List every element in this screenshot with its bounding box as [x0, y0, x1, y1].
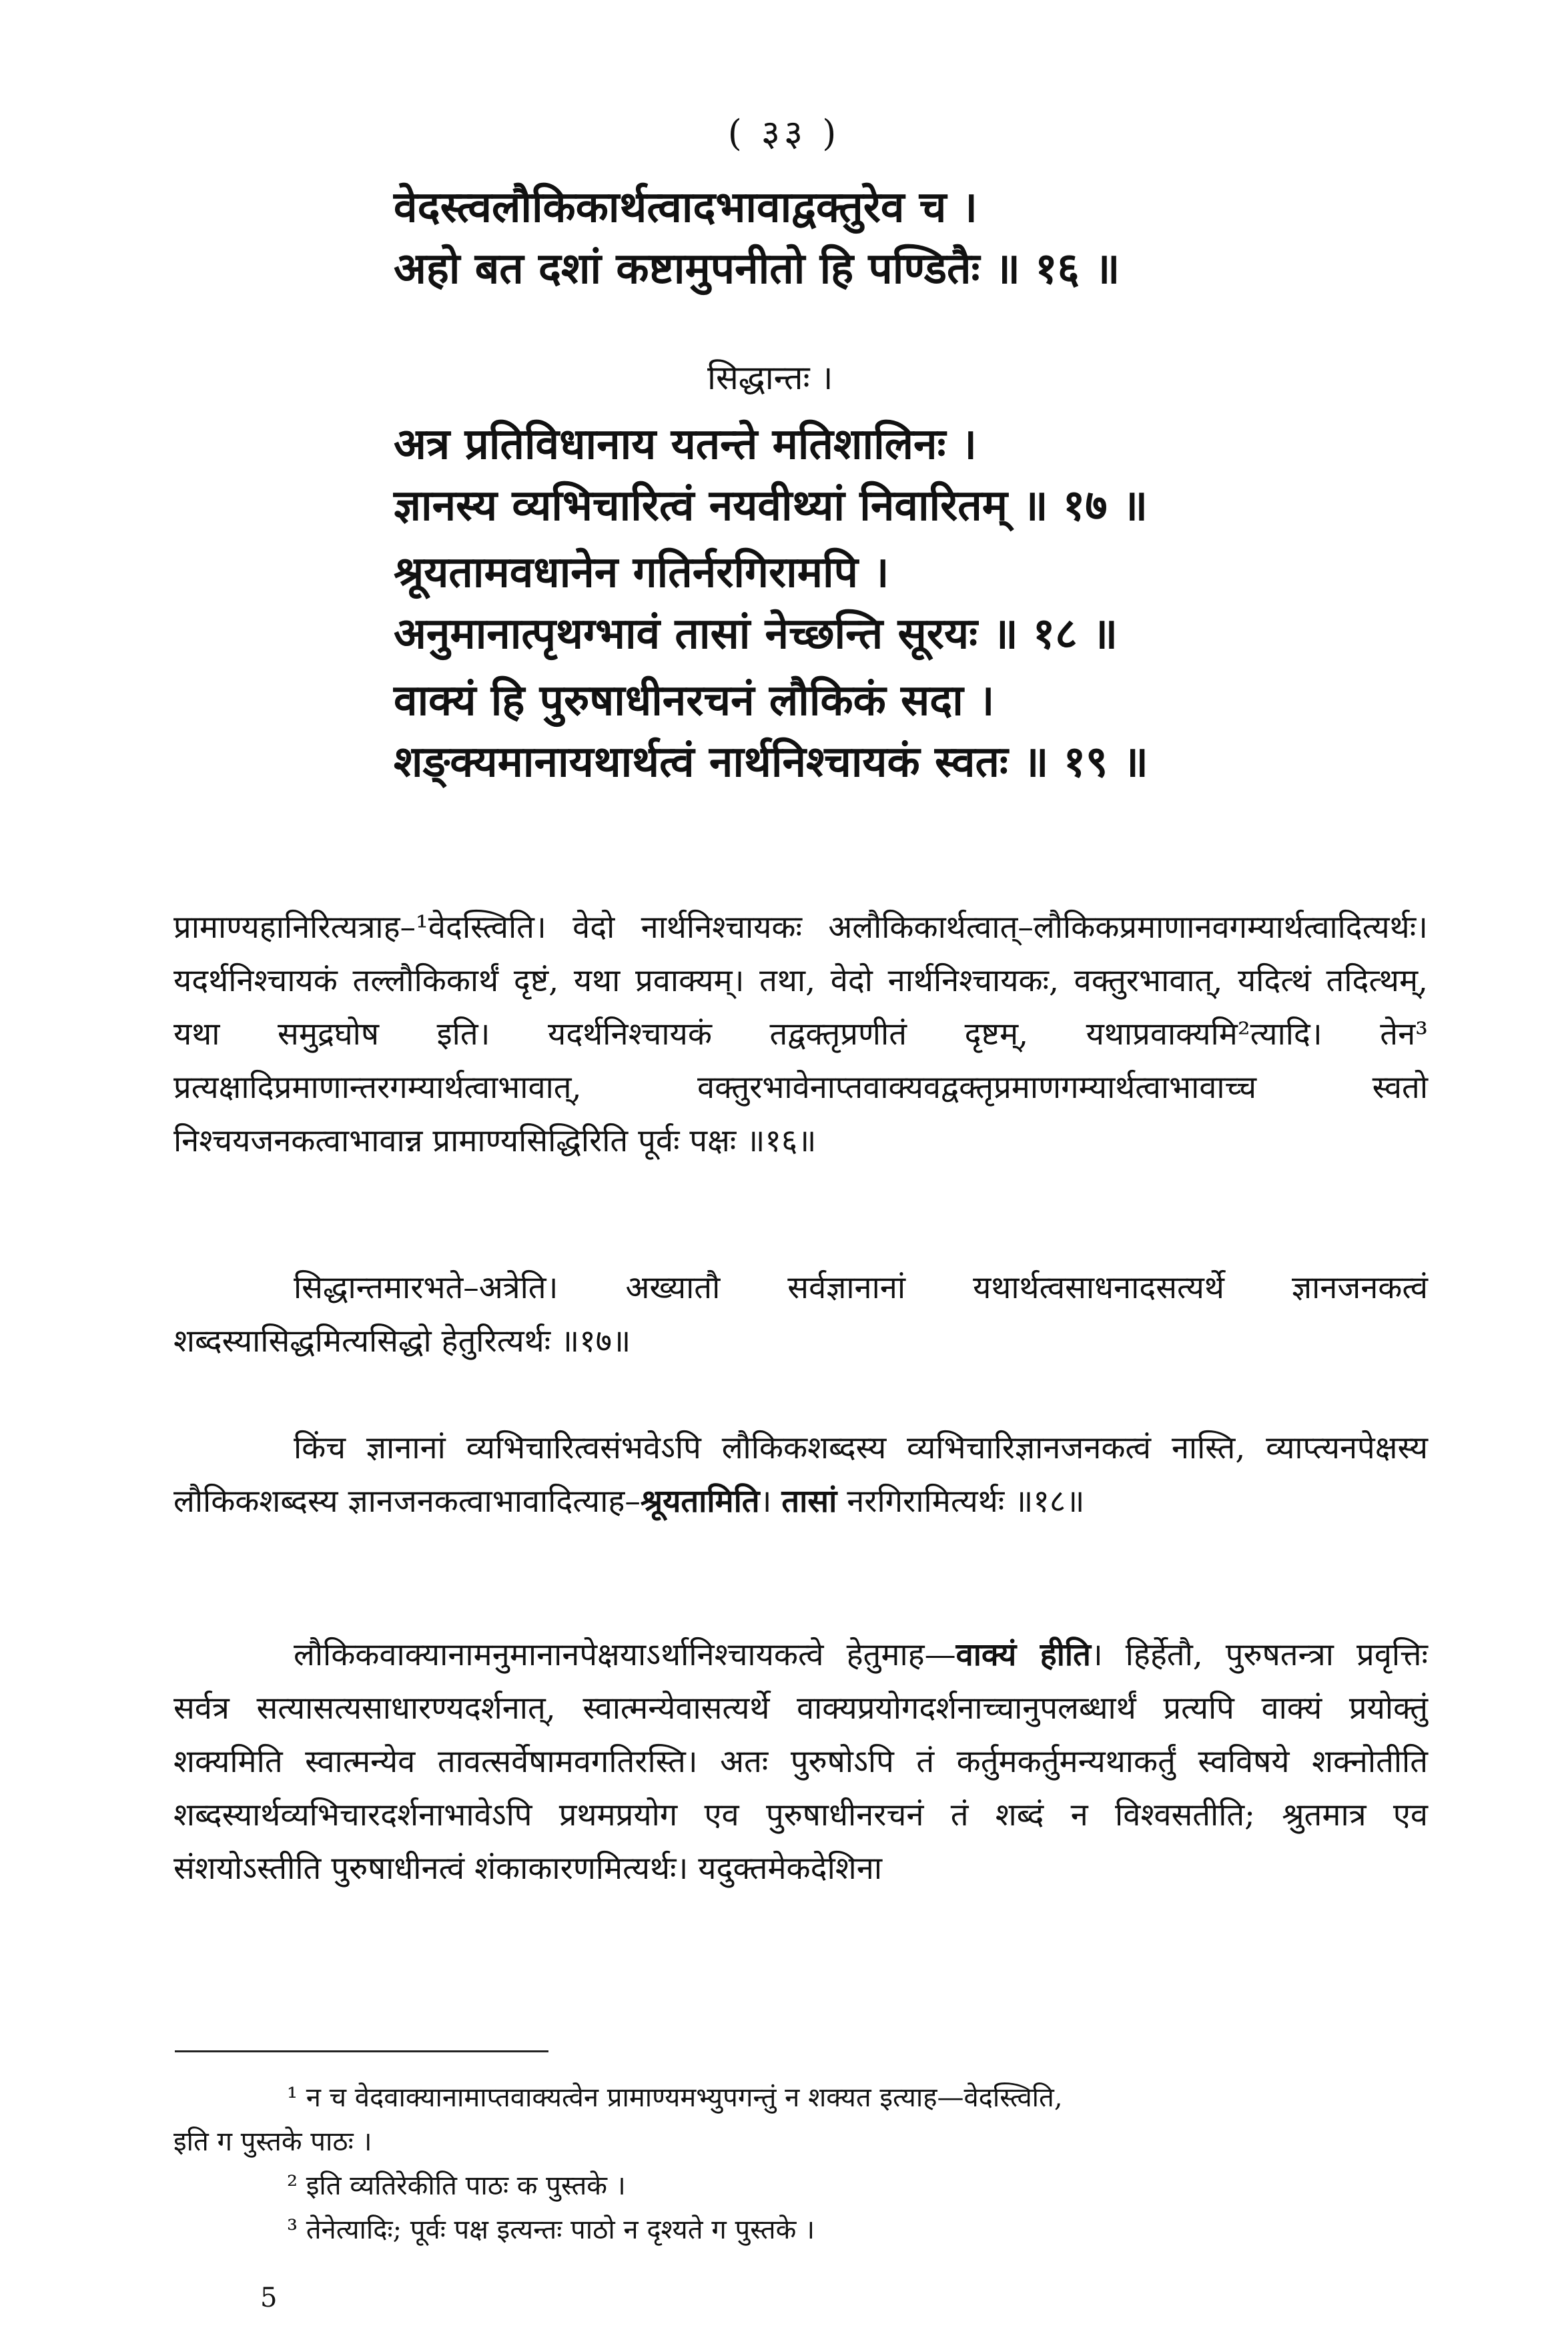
commentary-paragraph-3	[173, 1422, 1428, 1528]
verse-line: श्रूयतामवधानेन गतिर्नरगिरामपि ।	[394, 547, 889, 597]
commentary-text-part: नरगिरामित्यर्थः ॥१८॥	[837, 1483, 1085, 1520]
commentary-text-part: लौकिकवाक्यानामनुमानानपेक्षयाऽर्थानिश्चायकत्वे हेतुमाह—	[294, 1637, 956, 1673]
commentary-paragraph-2	[173, 1261, 1428, 1368]
commentary-text: प्रामाण्यहानिरित्यत्राह–¹वेदस्त्विति। वेदो नार्थनिश्चायकः अलौकिकार्थत्वात्–लौकिकप्रमाणानवगम्यार्थत्वादित्यर्थः। यदर्थनिश्चायकं तल्लौकिकार्थं दृष्टं, यथा प्रवाक्यम्। तथा, वेदो नार्थनिश्चायकः, वक्तुरभावात्, यदित्थं तदित्थम्, यथा समुद्रघोष इति। यदर्थनिश्चायकं तद्वक्तृप्रणीतं दृष्टम्, यथाप्रवाक्यमि²त्यादि। तेन³ प्रत्यक्षादिप्रमाणान्तरगम्यार्थत्वाभावात्, वक्तुरभावेनाप्तवाक्यवद्वक्तृप्रमाणगम्यार्थत्वाभावाच्च स्वतो निश्चयजनकत्वाभावान्न प्रामाण्यसिद्धिरिति पूर्वः पक्षः ॥१६॥	[173, 909, 1428, 1159]
commentary-text: सिद्धान्तमारभते–अत्रेति। अख्यातौ सर्वज्ञानानां यथार्थत्वसाधनादसत्यर्थे ज्ञानजनकत्वं शब्दस्यासिद्धमित्यसिद्धो हेतुरित्यर्थः ॥१७॥	[173, 1269, 1428, 1360]
footnote-continuation: इति ग पुस्तके पाठः ।	[173, 2126, 372, 2157]
signature-mark: 5	[260, 2283, 278, 2313]
commentary-text-part: किंच ज्ञानानां व्यभिचारित्वसंभवेऽपि लौकिकशब्दस्य व्यभिचारिज्ञानजनकत्वं नास्ति, व्याप्त्यनपेक्षस्य लौकिकशब्दस्य ज्ञानजनकत्वाभावादित्याह–	[173, 1430, 1428, 1520]
verse-block-16	[394, 177, 1395, 300]
commentary-emphasis: वाक्यं हीति	[955, 1637, 1091, 1673]
verse-line: वाक्यं हि पुरुषाधीनरचनं लौकिकं सदा ।	[394, 675, 995, 725]
verse-line: अनुमानात्पृथग्भावं तासां नेच्छन्ति सूरयः ॥ १८ ॥	[394, 609, 1118, 659]
verse-line: शङ्क्यमानायथार्थत्वं नार्थनिश्चायकं स्वतः ॥ १९ ॥	[394, 737, 1148, 787]
commentary-text-part: । हिर्हेतौ, पुरुषतन्त्रा प्रवृत्तिः सर्वत्र सत्यासत्यसाधारण्यदर्शनात्, स्वात्मन्येवासत्यर्थे वाक्यप्रयोगदर्शनाच्चानुपलब्धार्थं प्रत्यपि वाक्यं प्रयोक्तुं शक्यमिति स्वात्मन्येव तावत्सर्वेषामवगतिरस्ति। अतः पुरुषोऽपि तं कर्तुमकर्तुमन्यथाकर्तुं स्वविषये शक्नोतीति शब्दस्यार्थव्यभिचारदर्शनाभावेऽपि प्रथमप्रयोग एव पुरुषाधीनरचनं तं शब्दं न विश्वसतीति; श्रुतमात्र एव संशयोऽस्तीति पुरुषाधीनत्वं शंकाकारणमित्यर्थः। यदुक्तमेकदेशिना	[173, 1637, 1428, 1887]
commentary-emphasis: तासां	[781, 1483, 837, 1520]
siddhanta-heading: सिद्धान्तः ।	[707, 358, 833, 397]
commentary-paragraph-1	[173, 901, 1428, 1168]
verse-line: अहो बत दशां कष्टामुपनीतो हि पण्डितैः ॥ १६ ॥	[394, 244, 1120, 294]
footnotes	[173, 2076, 1428, 2252]
verse-line: अत्र प्रतिविधानाय यतन्ते मतिशालिनः ।	[394, 419, 977, 469]
footnote-divider	[175, 2050, 548, 2052]
commentary-text-part: ।	[759, 1483, 782, 1520]
commentary-emphasis: श्रूयतामिति	[640, 1483, 760, 1520]
commentary-paragraph-4	[173, 1629, 1428, 1895]
footnote: ³ तेनेत्यादिः; पूर्वः पक्ष इत्यन्तः पाठो न दृश्यते ग पुस्तके ।	[287, 2215, 815, 2245]
footnote: ¹ न च वेदवाक्यानामाप्तवाक्यत्वेन प्रामाण्यमभ्युपगन्तुं न शक्यत इत्याह—वेदस्त्विति,	[287, 2082, 1063, 2113]
verse-line: ज्ञानस्य व्यभिचारित्वं नयवीथ्यां निवारितम् ॥ १७ ॥	[394, 481, 1148, 531]
commentary-text	[173, 1629, 1428, 1895]
verse-block-17-19	[394, 414, 1395, 793]
page-number: ( ३३ )	[727, 112, 841, 154]
verse-line: वेदस्त्वलौकिकार्थत्वादभावाद्वक्तुरेव च ।	[394, 182, 977, 232]
footnote: ² इति व्यतिरेकीति पाठः क पुस्तके ।	[287, 2170, 626, 2201]
commentary-text	[173, 1422, 1428, 1528]
